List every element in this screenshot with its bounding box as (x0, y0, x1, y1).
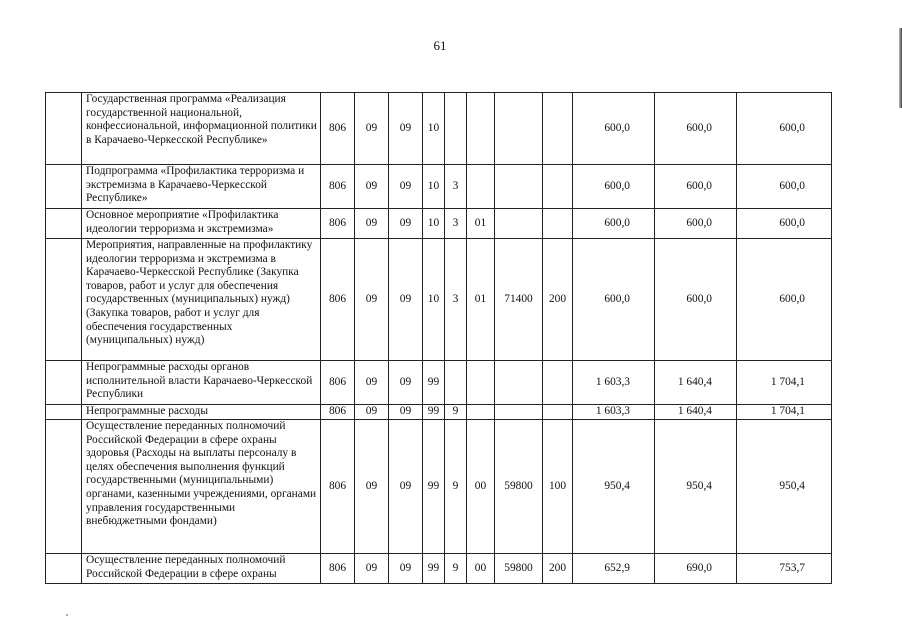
code-pr: 09 (389, 420, 423, 554)
sum-year-2: 950,4 (655, 420, 737, 554)
sum-year-3: 600,0 (737, 93, 832, 165)
code-subprogram (445, 93, 467, 165)
code-event (467, 361, 495, 405)
table-row (46, 554, 832, 584)
code-pr: 09 (389, 165, 423, 209)
table-row (46, 165, 832, 209)
code-ved: 806 (321, 93, 355, 165)
code-program: 10 (423, 239, 445, 361)
table-row (46, 405, 832, 420)
code-ved: 806 (321, 405, 355, 420)
row-name: Осуществление переданных полномочий Российской Федерации в сфере охраны здоровья (Расходы на выплаты персоналу в целях обеспечения выполнения функций государственными (муниципальными) органами, казенными учреждениями, органами управления государственными внебюджетными фондами) (82, 420, 321, 554)
code-vr (543, 405, 573, 420)
empty-cell (46, 209, 82, 239)
code-program: 10 (423, 93, 445, 165)
sum-year-1: 600,0 (573, 239, 655, 361)
code-program: 10 (423, 165, 445, 209)
sum-year-1: 1 603,3 (573, 405, 655, 420)
row-name: Непрограммные расходы (82, 405, 321, 420)
code-event (467, 405, 495, 420)
sum-year-3: 950,4 (737, 420, 832, 554)
budget-table (45, 92, 832, 584)
code-direction (495, 93, 543, 165)
code-ved: 806 (321, 554, 355, 584)
code-rz: 09 (355, 209, 389, 239)
code-program: 99 (423, 405, 445, 420)
sum-year-2: 600,0 (655, 239, 737, 361)
row-name: Осуществление переданных полномочий Российской Федерации в сфере охраны (82, 554, 321, 584)
sum-year-3: 753,7 (737, 554, 832, 584)
code-rz: 09 (355, 405, 389, 420)
empty-cell (46, 239, 82, 361)
sum-year-2: 600,0 (655, 209, 737, 239)
sum-year-1: 652,9 (573, 554, 655, 584)
code-event (467, 93, 495, 165)
sum-year-1: 600,0 (573, 209, 655, 239)
code-pr: 09 (389, 554, 423, 584)
scan-dot (66, 614, 68, 616)
code-pr: 09 (389, 239, 423, 361)
table-row (46, 93, 832, 165)
code-subprogram: 9 (445, 554, 467, 584)
code-event (467, 165, 495, 209)
sum-year-2: 690,0 (655, 554, 737, 584)
code-direction (495, 405, 543, 420)
code-ved: 806 (321, 420, 355, 554)
code-ved: 806 (321, 209, 355, 239)
code-ved: 806 (321, 361, 355, 405)
sum-year-3: 600,0 (737, 209, 832, 239)
code-event: 01 (467, 239, 495, 361)
sum-year-1: 950,4 (573, 420, 655, 554)
code-subprogram: 9 (445, 420, 467, 554)
code-rz: 09 (355, 361, 389, 405)
sum-year-3: 600,0 (737, 239, 832, 361)
code-rz: 09 (355, 93, 389, 165)
code-pr: 09 (389, 93, 423, 165)
row-name: Мероприятия, направленные на профилактику идеологии терроризма и экстремизма в Карачаево-Черкесской Республике (Закупка товаров, работ и услуг для обеспечения государственных (муниципальных) нужд) (Закупка товаров, работ и услуг для обеспечения государственных (муниципальных) нужд) (82, 239, 321, 361)
code-vr (543, 165, 573, 209)
code-ved: 806 (321, 239, 355, 361)
empty-cell (46, 93, 82, 165)
sum-year-3: 1 704,1 (737, 361, 832, 405)
code-direction: 59800 (495, 554, 543, 584)
code-event: 00 (467, 420, 495, 554)
code-pr: 09 (389, 209, 423, 239)
row-name: Основное мероприятие «Профилактика идеологии терроризма и экстремизма» (82, 209, 321, 239)
code-rz: 09 (355, 165, 389, 209)
sum-year-3: 600,0 (737, 165, 832, 209)
code-event: 01 (467, 209, 495, 239)
code-vr (543, 93, 573, 165)
table-row (46, 239, 832, 361)
code-event: 00 (467, 554, 495, 584)
sum-year-2: 600,0 (655, 165, 737, 209)
code-subprogram (445, 361, 467, 405)
code-direction: 71400 (495, 239, 543, 361)
sum-year-2: 600,0 (655, 93, 737, 165)
sum-year-3: 1 704,1 (737, 405, 832, 420)
empty-cell (46, 361, 82, 405)
page-number: 61 (433, 38, 447, 53)
empty-cell (46, 165, 82, 209)
sum-year-1: 1 603,3 (573, 361, 655, 405)
code-subprogram: 3 (445, 239, 467, 361)
code-program: 99 (423, 361, 445, 405)
code-direction (495, 361, 543, 405)
sum-year-2: 1 640,4 (655, 361, 737, 405)
code-vr: 100 (543, 420, 573, 554)
sum-year-1: 600,0 (573, 165, 655, 209)
code-pr: 09 (389, 361, 423, 405)
code-rz: 09 (355, 420, 389, 554)
code-subprogram: 9 (445, 405, 467, 420)
code-direction: 59800 (495, 420, 543, 554)
code-subprogram: 3 (445, 165, 467, 209)
code-rz: 09 (355, 554, 389, 584)
row-name: Непрограммные расходы органов исполнительной власти Карачаево-Черкесской Республики (82, 361, 321, 405)
row-name: Подпрограмма «Профилактика терроризма и экстремизма в Карачаево-Черкесской Республике» (82, 165, 321, 209)
row-name: Государственная программа «Реализация государственной национальной, конфессиональной, информационной политики в Карачаево-Черкесской Республике» (82, 93, 321, 165)
empty-cell (46, 405, 82, 420)
code-program: 99 (423, 420, 445, 554)
code-ved: 806 (321, 165, 355, 209)
code-vr (543, 361, 573, 405)
code-pr: 09 (389, 405, 423, 420)
empty-cell (46, 554, 82, 584)
empty-cell (46, 420, 82, 554)
code-subprogram: 3 (445, 209, 467, 239)
code-vr: 200 (543, 239, 573, 361)
sum-year-2: 1 640,4 (655, 405, 737, 420)
code-vr (543, 209, 573, 239)
table-row (46, 361, 832, 405)
sum-year-1: 600,0 (573, 93, 655, 165)
code-program: 10 (423, 209, 445, 239)
table-row (46, 420, 832, 554)
code-program: 99 (423, 554, 445, 584)
code-rz: 09 (355, 239, 389, 361)
code-direction (495, 209, 543, 239)
code-vr: 200 (543, 554, 573, 584)
code-direction (495, 165, 543, 209)
table-row (46, 209, 832, 239)
